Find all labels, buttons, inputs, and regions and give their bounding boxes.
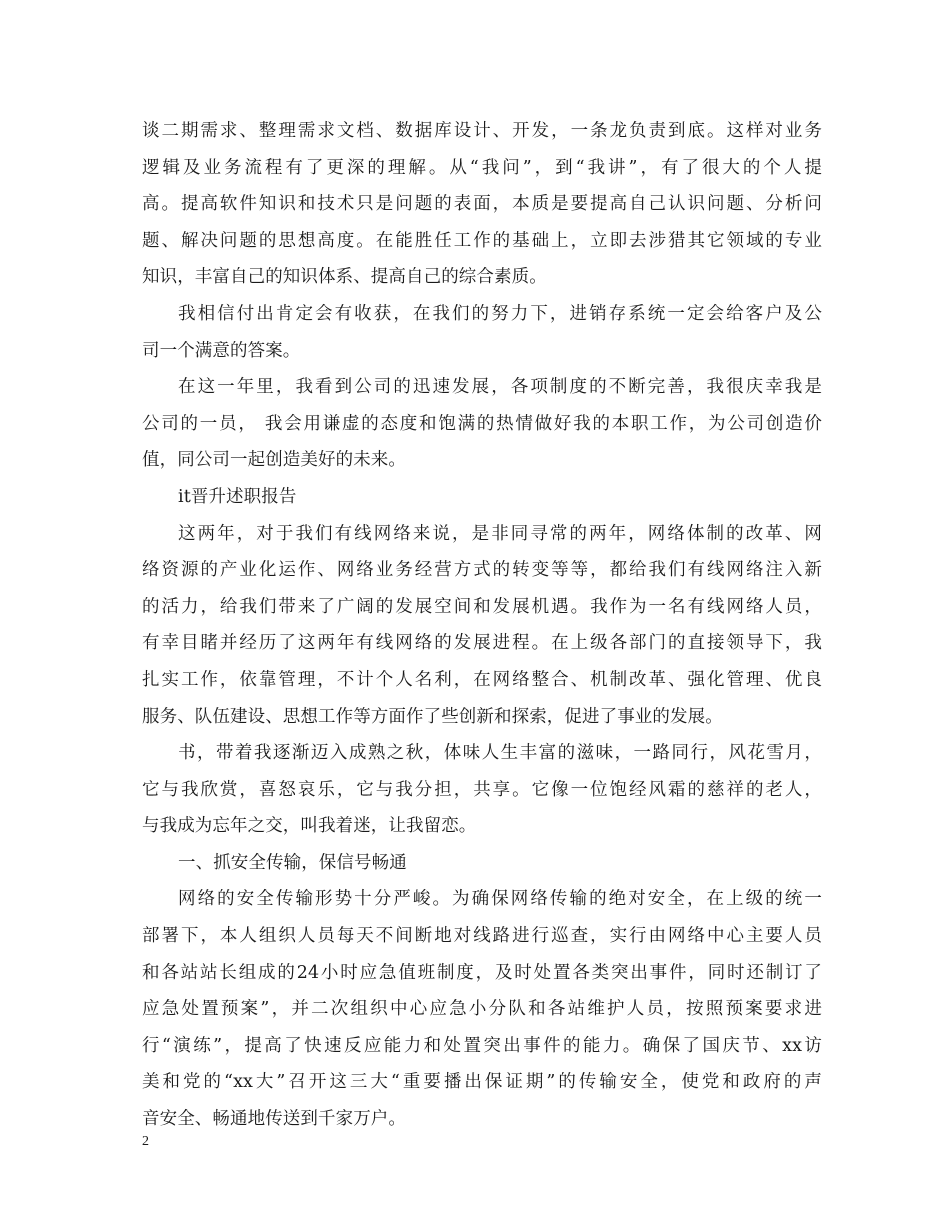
text-line-17: 服务、队伍建设、思想工作等方面作了些创新和探索，促进了事业的发展。: [142, 706, 723, 727]
text-line-19: 它与我欣赏，喜怒哀乐，它与我分担，共享。它像一位饱经风霜的慈祥的老人，: [142, 779, 822, 800]
text-line-4: 题、解决问题的思想高度。在能胜任工作的基础上，立即去涉猎其它领域的专业: [142, 230, 822, 251]
document-body: [142, 113, 822, 1138]
text-line-28: 音安全、畅通地传送到千家万户。: [142, 1109, 406, 1130]
text-line-26: 行“演练”，提高了快速反应能力和处置突出事件的能力。确保了国庆节、xx访: [142, 1035, 822, 1056]
text-line-2: 逻辑及业务流程有了更深的理解。从“我问”，到“我讲”，有了很大的个人提: [142, 157, 822, 178]
section-heading-safe-transmission: 一、抓安全传输，保信号畅通: [178, 852, 407, 873]
text-line-14: 的活力，给我们带来了广阔的发展空间和发展机遇。我作为一名有线网络人员，: [142, 596, 822, 617]
text-line-5: 知识，丰富自己的知识体系、提高自己的综合素质。: [142, 267, 547, 288]
text-line-25: 应急处置预案”，并二次组织中心应急小分队和各站维护人员，按照预案要求进: [142, 999, 822, 1020]
text-line-7: 司一个满意的答案。: [142, 340, 301, 361]
page-number: 2: [142, 1134, 149, 1149]
text-line-3: 高。提高软件知识和技术只是问题的表面，本质是要提高自己认识问题、分析问: [142, 194, 822, 215]
text-line-24: 和各站站长组成的24小时应急值班制度，及时处置各类突出事件，同时还制订了: [142, 962, 822, 983]
text-line-20: 与我成为忘年之交，叫我着迷，让我留恋。: [142, 816, 477, 837]
section-title-it-report: it晋升述职报告: [178, 486, 297, 507]
text-line-13: 络资源的产业化运作、网络业务经营方式的转变等等，都给我们有线网络注入新: [142, 560, 822, 581]
text-line-23: 部署下，本人组织人员每天不间断地对线路进行巡查，实行由网络中心主要人员: [142, 926, 822, 947]
text-line-18: 书，带着我逐渐迈入成熟之秋，体味人生丰富的滋味，一路同行，风花雪月，: [178, 743, 822, 764]
text-line-15: 有幸目睹并经历了这两年有线网络的发展进程。在上级各部门的直接领导下，我: [142, 633, 822, 654]
text-line-9: 公司的一员， 我会用谦虚的态度和饱满的热情做好我的本职工作，为公司创造价: [142, 413, 822, 434]
text-line-1: 谈二期需求、整理需求文档、数据库设计、开发，一条龙负责到底。这样对业务: [142, 121, 822, 141]
text-line-8: 在这一年里，我看到公司的迅速发展，各项制度的不断完善，我很庆幸我是: [178, 377, 822, 398]
text-line-12: 这两年，对于我们有线网络来说，是非同寻常的两年，网络体制的改革、网: [178, 523, 822, 544]
text-line-22: 网络的安全传输形势十分严峻。为确保网络传输的绝对安全，在上级的统一: [178, 889, 822, 910]
text-line-10: 值，同公司一起创造美好的未来。: [142, 450, 406, 471]
text-line-16: 扎实工作，依靠管理，不计个人名利，在网络整合、机制改革、强化管理、优良: [142, 669, 822, 690]
text-line-27: 美和党的“xx大”召开这三大“重要播出保证期”的传输安全，使党和政府的声: [142, 1072, 822, 1093]
text-line-6: 我相信付出肯定会有收获，在我们的努力下，进销存系统一定会给客户及公: [178, 303, 822, 324]
